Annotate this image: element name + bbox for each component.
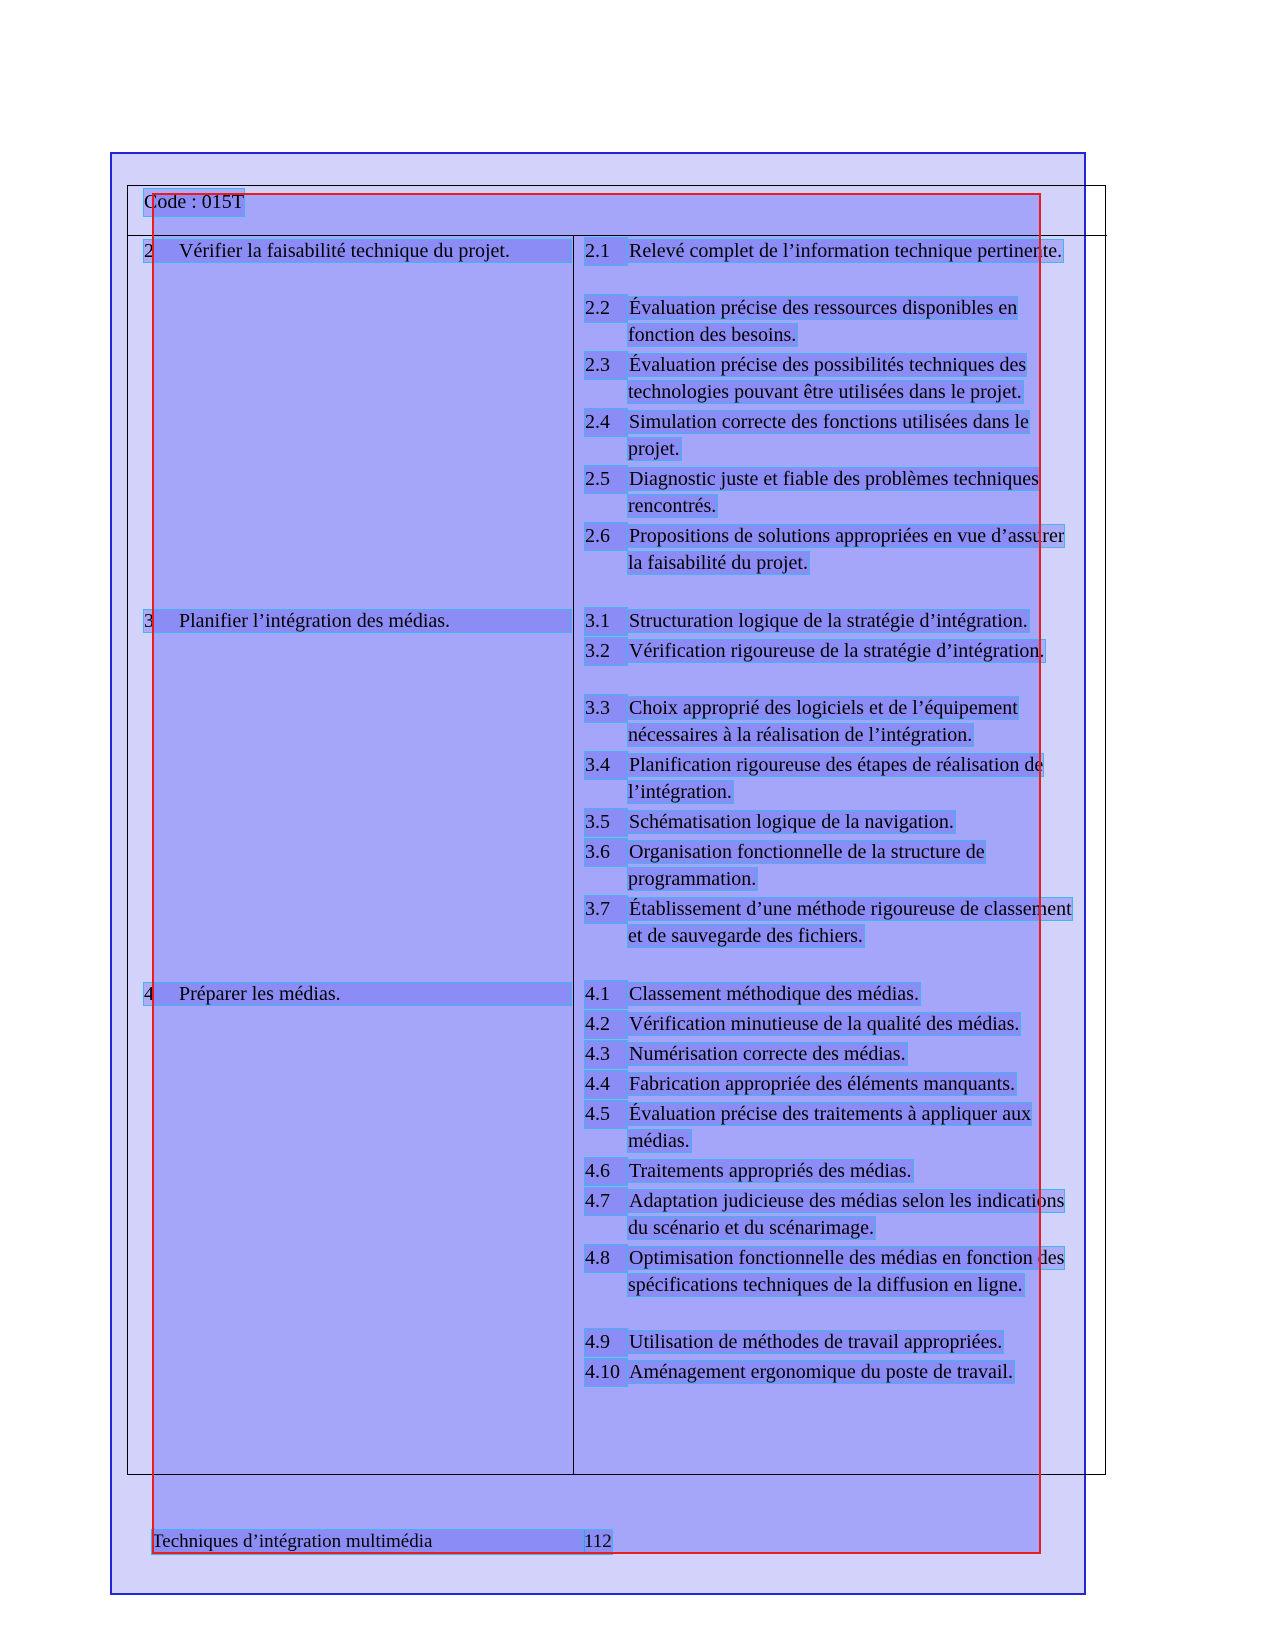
- criterion-number: 4.7: [585, 1188, 627, 1215]
- criterion-text: Vérification rigoureuse de la stratégie d’intégration.: [629, 640, 1045, 662]
- criterion-3-7: [585, 896, 1085, 950]
- criterion-4-9: [585, 1329, 1085, 1356]
- criterion-number: 2.1: [585, 238, 627, 265]
- criterion-number: 2.3: [585, 352, 627, 379]
- criterion-text: Structuration logique de la stratégie d’intégration.: [629, 610, 1028, 632]
- criterion-4-8: [585, 1245, 1085, 1299]
- competency-label: Planifier l’intégration des médias.: [179, 610, 451, 632]
- criterion-text: Évaluation précise des ressources disponibles en fonction des besoins.: [628, 297, 1018, 346]
- criterion-text: Optimisation fonctionnelle des médias en fonction des spécifications techniques de la diffusion en ligne.: [628, 1247, 1065, 1296]
- criterion-text: Diagnostic juste et fiable des problèmes techniques rencontrés.: [628, 468, 1039, 517]
- criterion-number: 3.2: [585, 638, 627, 665]
- criterion-4-1: [585, 981, 1085, 1008]
- criterion-text: Fabrication appropriée des éléments manquants.: [629, 1073, 1015, 1095]
- competency-2: [144, 240, 571, 262]
- criterion-number: 3.1: [585, 608, 627, 635]
- criterion-2-3: [585, 352, 1085, 406]
- competency-4: [144, 983, 571, 1005]
- criterion-2-5: [585, 466, 1085, 520]
- competency-label: Vérifier la faisabilité technique du projet.: [179, 240, 510, 262]
- criterion-3-2: [585, 638, 1085, 665]
- competency-number: 2: [144, 240, 154, 262]
- criterion-text: Classement méthodique des médias.: [629, 983, 919, 1005]
- criterion-4-6: [585, 1158, 1085, 1185]
- criterion-text: Utilisation de méthodes de travail appropriées.: [629, 1331, 1003, 1353]
- competency-3: [144, 610, 571, 632]
- criterion-text: Propositions de solutions appropriées en vue d’assurer la faisabilité du projet.: [628, 525, 1065, 574]
- criterion-text: Numérisation correcte des médias.: [629, 1043, 906, 1065]
- criterion-number: 4.10: [585, 1359, 627, 1386]
- competency-label: Préparer les médias.: [179, 983, 341, 1005]
- criterion-number: 2.4: [585, 409, 627, 436]
- criterion-text: Simulation correcte des fonctions utilisées dans le projet.: [628, 411, 1029, 460]
- criterion-number: 2.6: [585, 523, 627, 550]
- page-footer: [152, 1530, 612, 1554]
- criterion-3-1: [585, 608, 1085, 635]
- criterion-4-4: [585, 1071, 1085, 1098]
- criterion-text: Évaluation précise des traitements à appliquer aux médias.: [628, 1103, 1032, 1152]
- competency-number: 4: [144, 983, 154, 1005]
- criterion-text: Aménagement ergonomique du poste de travail.: [629, 1361, 1013, 1383]
- criterion-number: 4.1: [585, 981, 627, 1008]
- criterion-4-2: [585, 1011, 1085, 1038]
- criterion-text: Schématisation logique de la navigation.: [629, 811, 954, 833]
- table-header-divider: [127, 235, 1107, 236]
- criterion-3-3: [585, 695, 1085, 749]
- criterion-text: Relevé complet de l’information technique pertinente.: [629, 240, 1063, 262]
- criterion-text: Organisation fonctionnelle de la structure de programmation.: [628, 841, 985, 890]
- criterion-number: 2.5: [585, 466, 627, 493]
- criterion-number: 3.5: [585, 809, 627, 836]
- criterion-4-5: [585, 1101, 1085, 1155]
- criterion-number: 4.2: [585, 1011, 627, 1038]
- criterion-number: 3.3: [585, 695, 627, 722]
- criterion-3-5: [585, 809, 1085, 836]
- criterion-3-6: [585, 839, 1085, 893]
- criterion-number: 4.3: [585, 1041, 627, 1068]
- criterion-2-1: [585, 238, 1085, 265]
- criterion-text: Choix approprié des logiciels et de l’équipement nécessaires à la réalisation de l’intégration.: [628, 697, 1018, 746]
- criterion-number: 2.2: [585, 295, 627, 322]
- criterion-number: 3.4: [585, 752, 627, 779]
- criterion-4-10: [585, 1359, 1085, 1386]
- criterion-number: 4.4: [585, 1071, 627, 1098]
- competency-number: 3: [144, 610, 154, 632]
- criterion-text: Planification rigoureuse des étapes de réalisation de l’intégration.: [628, 754, 1044, 803]
- criterion-2-2: [585, 295, 1085, 349]
- footer-title: Techniques d’intégration multimédia: [152, 1530, 584, 1554]
- criterion-number: 3.7: [585, 896, 627, 923]
- criterion-text: Établissement d’une méthode rigoureuse de classement et de sauvegarde des fichiers.: [628, 898, 1072, 947]
- criterion-2-6: [585, 523, 1085, 577]
- criterion-text: Évaluation précise des possibilités techniques des technologies pouvant être utilisées dans le projet.: [628, 354, 1027, 403]
- criterion-4-3: [585, 1041, 1085, 1068]
- criterion-3-4: [585, 752, 1085, 806]
- criterion-text: Adaptation judicieuse des médias selon les indications du scénario et du scénarimage.: [628, 1190, 1065, 1239]
- criterion-2-4: [585, 409, 1085, 463]
- criterion-text: Vérification minutieuse de la qualité des médias.: [629, 1013, 1020, 1035]
- criterion-number: 4.5: [585, 1101, 627, 1128]
- criterion-number: 4.6: [585, 1158, 627, 1185]
- criterion-number: 4.8: [585, 1245, 627, 1272]
- page-number: 112: [584, 1531, 612, 1552]
- table-column-divider: [573, 236, 574, 1475]
- criterion-4-7: [585, 1188, 1085, 1242]
- criterion-text: Traitements appropriés des médias.: [629, 1160, 912, 1182]
- course-code: Code : 015T: [144, 189, 244, 216]
- criterion-number: 4.9: [585, 1329, 627, 1356]
- criterion-number: 3.6: [585, 839, 627, 866]
